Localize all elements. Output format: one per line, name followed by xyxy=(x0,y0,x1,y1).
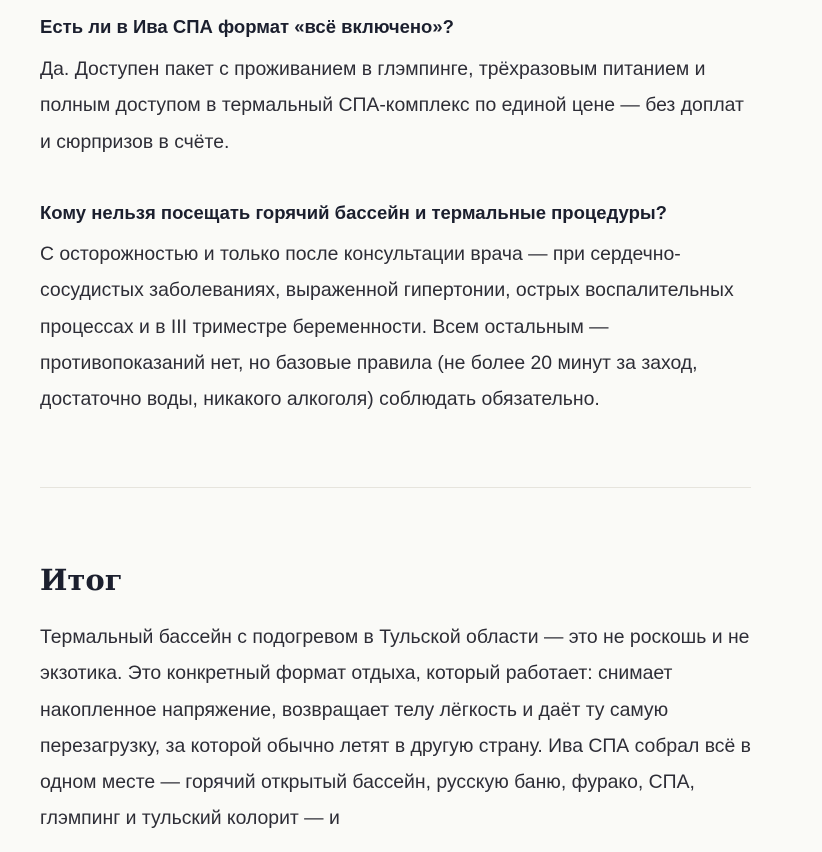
section-divider xyxy=(40,487,751,488)
faq-question-contraindications: Кому нельзя посещать горячий бассейн и термальные процедуры? xyxy=(40,202,667,223)
faq-question-all-inclusive: Есть ли в Ива СПА формат «всё включено»? xyxy=(40,16,454,37)
faq-answer-contraindications: С осторожностью и только после консультации врача — при сердечно-сосудистых заболеваниях, выраженной гипертонии, острых воспалительных процессах и в III триместре беременности. Всем остальным — противопоказаний нет, но базовые правила (не более 20 минут за заход, достаточно воды, никакого алкоголя) соблюдать обязательно. xyxy=(40,243,734,411)
summary-paragraph: Термальный бассейн с подогревом в Тульской области — это не роскошь и не экзотика. Это конкретный формат отдыха, который работает: снимает накопленное напряжение, возвращает телу лёгкость и даёт ту самую перезагрузку, за которой обычно летят в другую страну. Ива СПА собрал всё в одном месте — горячий открытый бассейн, русскую баню, фурако, СПА, глэмпинг и тульский колорит — и xyxy=(40,626,751,830)
summary-heading: Итог xyxy=(40,563,123,597)
faq-answer-all-inclusive: Да. Доступен пакет с проживанием в глэмпинге, трёхразовым питанием и полным доступом в термальный СПА-комплекс по единой цене — без доплат и сюрпризов в счёте. xyxy=(40,58,744,153)
